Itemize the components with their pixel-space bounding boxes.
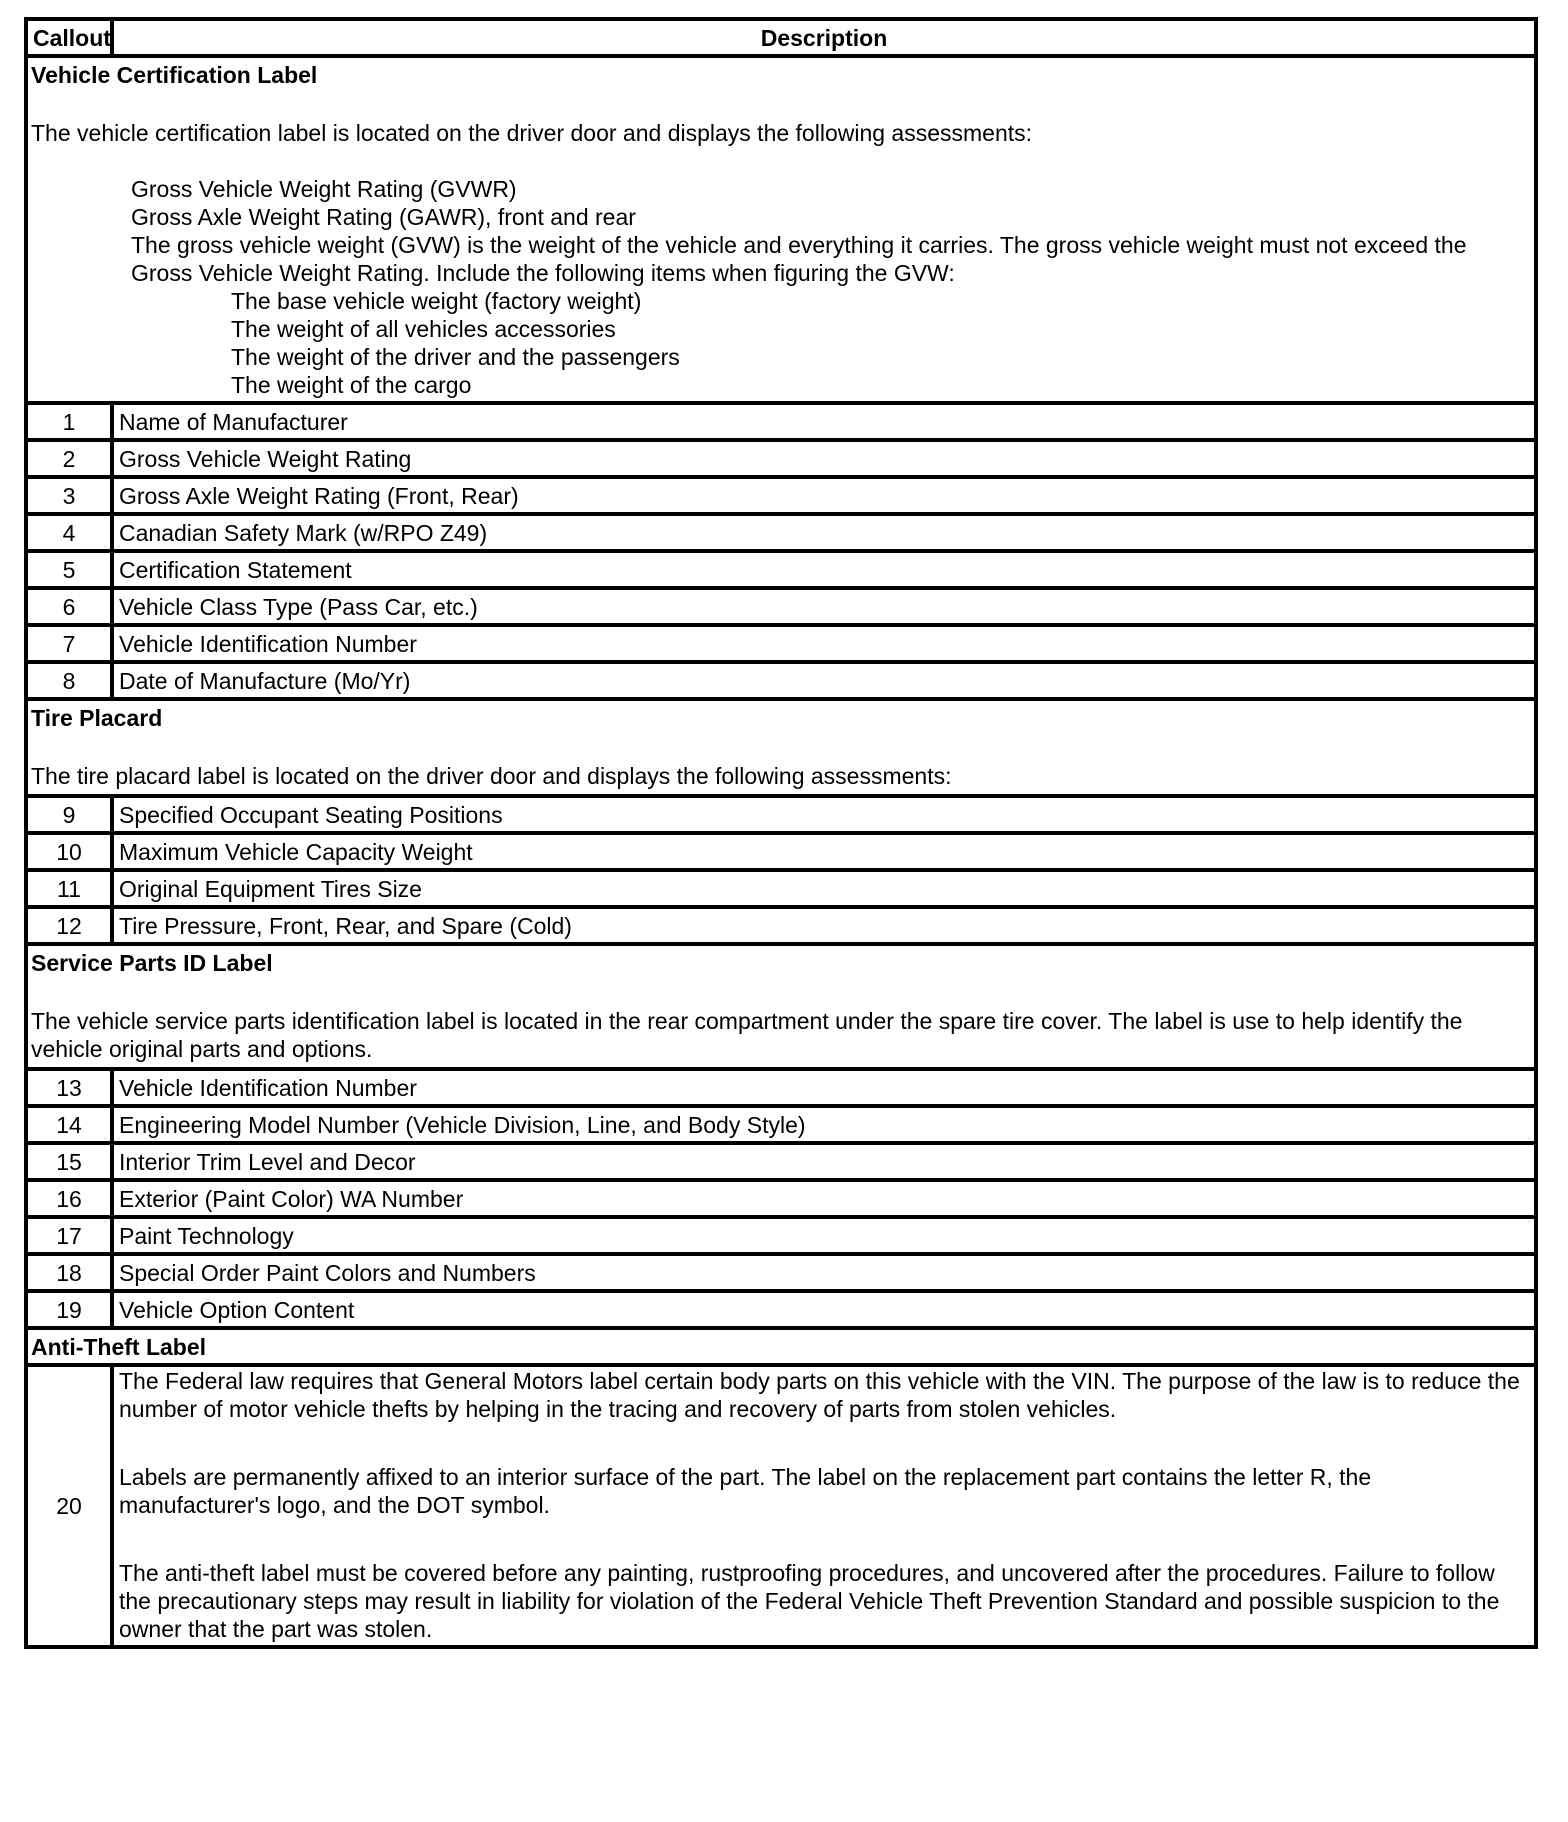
- callout-number: 12: [26, 907, 112, 944]
- header-description: Description: [112, 19, 1536, 56]
- callout-number: 16: [26, 1180, 112, 1217]
- callout-description: Tire Pressure, Front, Rear, and Spare (Cold): [112, 907, 1536, 944]
- callout-number: 3: [26, 477, 112, 514]
- callout-number: 1: [26, 403, 112, 440]
- callout-number: 4: [26, 514, 112, 551]
- callout-description: Special Order Paint Colors and Numbers: [112, 1254, 1536, 1291]
- callout-description: Gross Axle Weight Rating (Front, Rear): [112, 477, 1536, 514]
- callout-description: Vehicle Option Content: [112, 1291, 1536, 1328]
- sub-list-item: The weight of the driver and the passengers: [231, 344, 680, 370]
- table-row: [26, 551, 1536, 588]
- callout-number: 7: [26, 625, 112, 662]
- section-title: Service Parts ID Label: [31, 950, 273, 976]
- callout-number: 13: [26, 1069, 112, 1106]
- section-title: Vehicle Certification Label: [31, 62, 318, 88]
- callout-description: Specified Occupant Seating Positions: [112, 796, 1536, 833]
- sub-list-item: The weight of the cargo: [231, 372, 472, 398]
- callout-number: 6: [26, 588, 112, 625]
- callout-number: 10: [26, 833, 112, 870]
- callout-description: Original Equipment Tires Size: [112, 870, 1536, 907]
- callout-description: Date of Manufacture (Mo/Yr): [112, 662, 1536, 699]
- header-callout: Callout: [26, 19, 112, 56]
- callout-description: Engineering Model Number (Vehicle Division, Line, and Body Style): [112, 1106, 1536, 1143]
- table-row: [26, 833, 1536, 870]
- table-row: [26, 1069, 1536, 1106]
- callout-number: 5: [26, 551, 112, 588]
- callout-number: 15: [26, 1143, 112, 1180]
- table-row: [26, 796, 1536, 833]
- table-row: [26, 1106, 1536, 1143]
- callout-description: Vehicle Identification Number: [112, 625, 1536, 662]
- list-item: Gross Axle Weight Rating (GAWR), front and rear: [131, 204, 636, 230]
- table-row: [26, 625, 1536, 662]
- table-row: [26, 1217, 1536, 1254]
- paragraph: The anti-theft label must be covered before any painting, rustproofing procedures, and uncovered after the procedures. Failure to follow the precautionary steps may result in liability for violation of the Federal Vehicle Theft Prevention Standard and possible suspicion to the owner that the part was stolen.: [119, 1560, 1500, 1642]
- sub-list-item: The weight of all vehicles accessories: [231, 316, 616, 342]
- table-row: [26, 1143, 1536, 1180]
- list-item: Gross Vehicle Weight Rating (GVWR): [131, 176, 517, 202]
- antitheft-description: [112, 1365, 1536, 1647]
- table-row: [26, 588, 1536, 625]
- section-cell-tire: [26, 699, 1536, 796]
- section-row-certification: [26, 56, 1536, 403]
- table-row: [26, 662, 1536, 699]
- table-header-row: [26, 19, 1536, 56]
- section-title: Anti-Theft Label: [26, 1328, 1536, 1365]
- section-row-service: [26, 944, 1536, 1069]
- table-row: [26, 870, 1536, 907]
- paragraph: The Federal law requires that General Motors label certain body parts on this vehicle with the VIN. The purpose of the law is to reduce the number of motor vehicle thefts by helping in the tracing and recovery of parts from stolen vehicles.: [119, 1368, 1520, 1422]
- callout-number: 20: [26, 1365, 112, 1647]
- callout-description: Name of Manufacturer: [112, 403, 1536, 440]
- section-intro: The tire placard label is located on the driver door and displays the following assessments:: [31, 763, 952, 789]
- callout-description: Exterior (Paint Color) WA Number: [112, 1180, 1536, 1217]
- callout-description: Certification Statement: [112, 551, 1536, 588]
- callout-number: 9: [26, 796, 112, 833]
- table-row: [26, 1254, 1536, 1291]
- callout-description: Vehicle Identification Number: [112, 1069, 1536, 1106]
- callout-number: 2: [26, 440, 112, 477]
- paragraph: Labels are permanently affixed to an interior surface of the part. The label on the replacement part contains the letter R, the manufacturer's logo, and the DOT symbol.: [119, 1464, 1372, 1518]
- callout-description: Paint Technology: [112, 1217, 1536, 1254]
- callout-number: 17: [26, 1217, 112, 1254]
- section-row-tire: [26, 699, 1536, 796]
- sub-list-item: The base vehicle weight (factory weight): [231, 288, 642, 314]
- table-row: [26, 1365, 1536, 1647]
- callout-description: Gross Vehicle Weight Rating: [112, 440, 1536, 477]
- table-row: [26, 477, 1536, 514]
- callout-number: 8: [26, 662, 112, 699]
- section-cell-certification: [26, 56, 1536, 403]
- callout-number: 19: [26, 1291, 112, 1328]
- table-row: [26, 403, 1536, 440]
- section-row-antitheft: [26, 1328, 1536, 1365]
- callout-number: 14: [26, 1106, 112, 1143]
- callout-table: [24, 17, 1538, 1649]
- table-row: [26, 1291, 1536, 1328]
- table-row: [26, 907, 1536, 944]
- callout-description: Canadian Safety Mark (w/RPO Z49): [112, 514, 1536, 551]
- assessment-list: [131, 175, 1531, 399]
- section-intro: The vehicle service parts identification label is located in the rear compartment under the spare tire cover. The label is use to help identify the vehicle original parts and options.: [31, 1008, 1463, 1062]
- list-item: The gross vehicle weight (GVW) is the weight of the vehicle and everything it carries. The gross vehicle weight must not exceed the Gross Vehicle Weight Rating. Include the following items when figuring the GVW:: [131, 232, 1467, 286]
- callout-description: Interior Trim Level and Decor: [112, 1143, 1536, 1180]
- section-intro: The vehicle certification label is located on the driver door and displays the following assessments:: [31, 120, 1033, 146]
- gvw-items-list: [231, 287, 1491, 399]
- callout-number: 11: [26, 870, 112, 907]
- section-cell-service: [26, 944, 1536, 1069]
- table-row: [26, 1180, 1536, 1217]
- callout-description: Maximum Vehicle Capacity Weight: [112, 833, 1536, 870]
- table-row: [26, 440, 1536, 477]
- callout-number: 18: [26, 1254, 112, 1291]
- section-title: Tire Placard: [31, 705, 163, 731]
- table-row: [26, 514, 1536, 551]
- callout-description: Vehicle Class Type (Pass Car, etc.): [112, 588, 1536, 625]
